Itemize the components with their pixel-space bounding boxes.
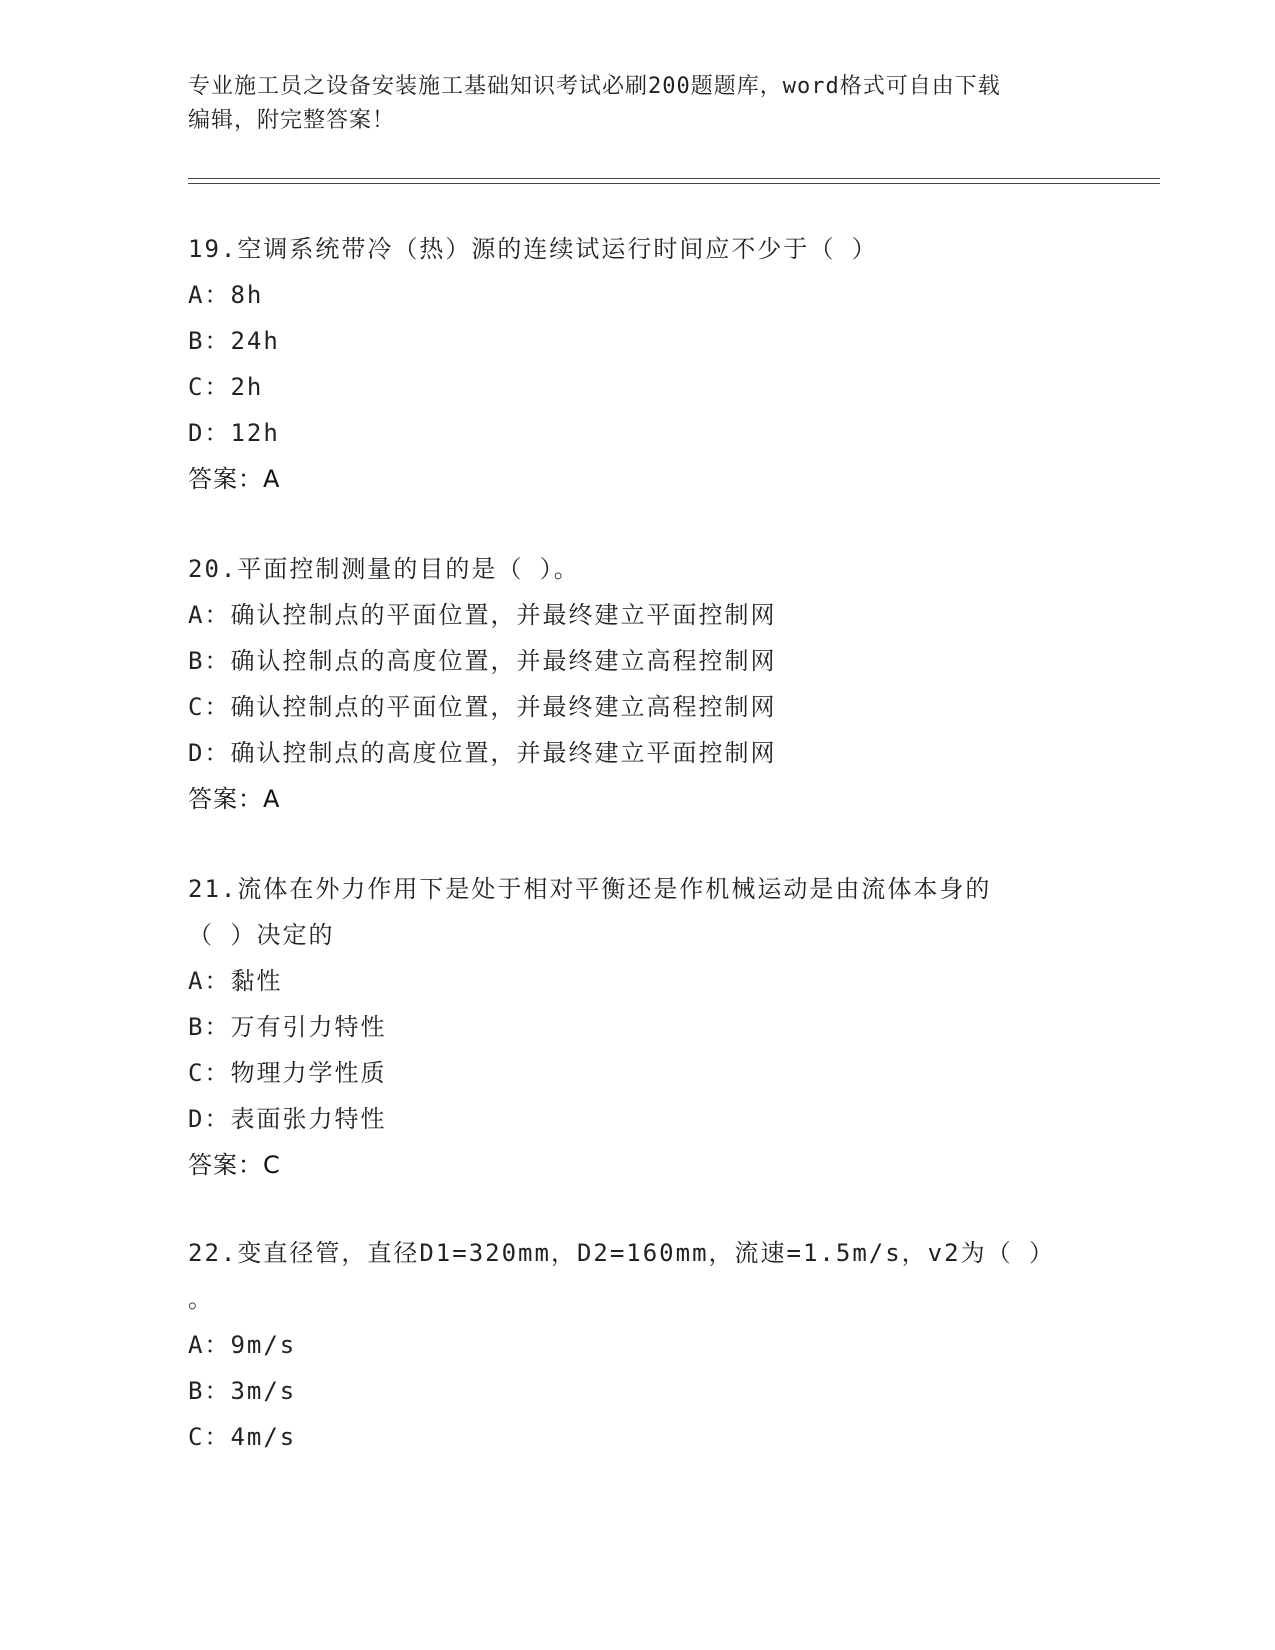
- question-19: [188, 226, 1088, 502]
- option-b: B：24h: [188, 327, 280, 355]
- question-stem-line-2: 。: [188, 1285, 214, 1313]
- question-stem-line-1: 22.变直径管，直径D1=320mm，D2=160mm，流速=1.5m/s，v2为（ ）: [188, 1239, 1056, 1267]
- option-d: D：确认控制点的高度位置，并最终建立平面控制网: [188, 739, 777, 767]
- question-stem-line-2: （ ）决定的: [188, 921, 335, 949]
- question-stem-line-1: 21.流体在外力作用下是处于相对平衡还是作机械运动是由流体本身的: [188, 875, 992, 903]
- header-divider-bottom: [188, 183, 1160, 184]
- question-stem: 19.空调系统带冷（热）源的连续试运行时间应不少于（ ）: [188, 235, 878, 263]
- option-c: C：物理力学性质: [188, 1059, 387, 1087]
- option-b: B：万有引力特性: [188, 1013, 387, 1041]
- answer: 答案：A: [188, 785, 281, 813]
- question-21: [188, 866, 1088, 1188]
- question-20: [188, 546, 1088, 822]
- option-a: A：黏性: [188, 967, 283, 995]
- header-divider-top: [188, 178, 1160, 179]
- question-stem: 20.平面控制测量的目的是（ ）。: [188, 555, 580, 583]
- option-a: A：9m/s: [188, 1331, 297, 1359]
- option-c: C：2h: [188, 373, 264, 401]
- option-a: A：8h: [188, 281, 264, 309]
- option-b: B：3m/s: [188, 1377, 297, 1405]
- option-c: C：4m/s: [188, 1423, 297, 1451]
- header-line-1: 专业施工员之设备安装施工基础知识考试必刷200题题库，word格式可自由下载: [188, 74, 1001, 99]
- question-22: [188, 1230, 1088, 1460]
- answer: 答案：C: [188, 1151, 281, 1179]
- answer: 答案：A: [188, 465, 281, 493]
- option-d: D：12h: [188, 419, 280, 447]
- header-line-2: 编辑，附完整答案！: [188, 108, 396, 133]
- option-c: C：确认控制点的平面位置，并最终建立高程控制网: [188, 693, 777, 721]
- option-a: A：确认控制点的平面位置，并最终建立平面控制网: [188, 601, 777, 629]
- option-b: B：确认控制点的高度位置，并最终建立高程控制网: [188, 647, 777, 675]
- document-header: [188, 70, 1088, 138]
- option-d: D：表面张力特性: [188, 1105, 387, 1133]
